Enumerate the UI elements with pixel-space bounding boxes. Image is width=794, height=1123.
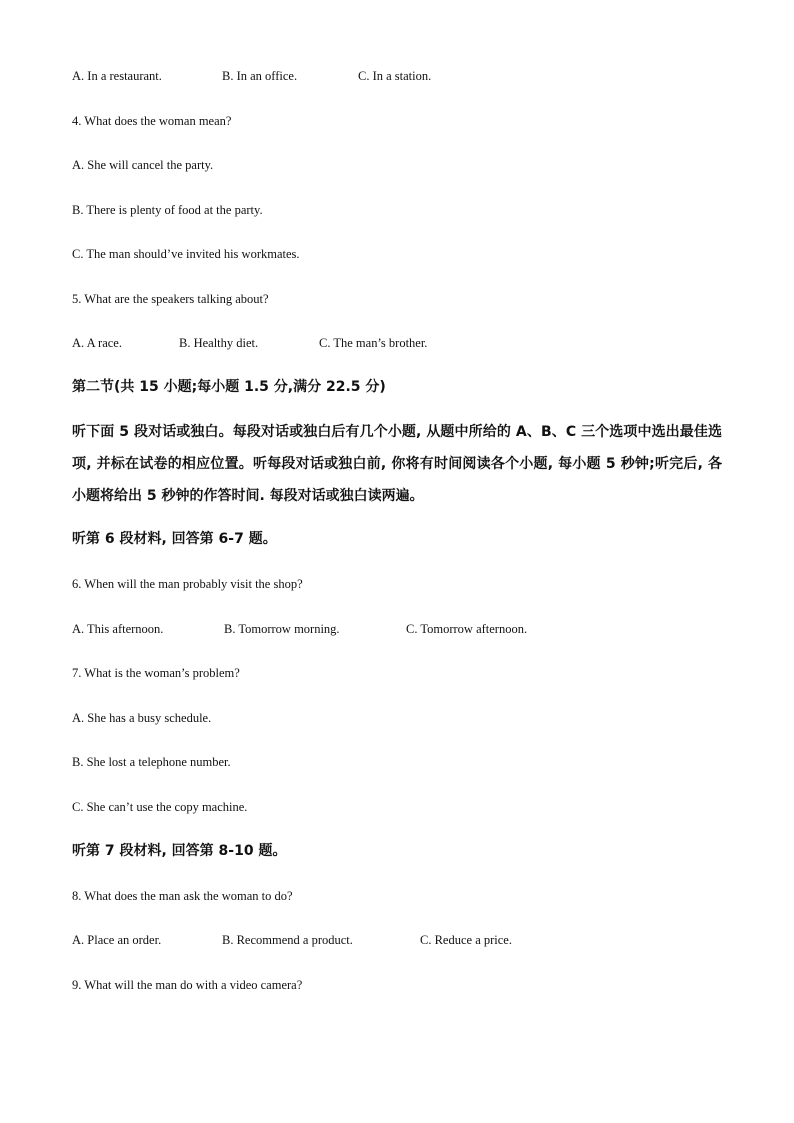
- q8-option-c: C. Reduce a price.: [420, 933, 512, 947]
- q6-question: 6. When will the man probably visit the shop?: [72, 577, 303, 591]
- q6-option-b: B. Tomorrow morning.: [224, 622, 340, 636]
- q3-option-c: C. In a station.: [358, 69, 432, 83]
- q4-option-c: C. The man should’ve invited his workmates.: [72, 247, 300, 261]
- q7-option-a: A. She has a busy schedule.: [72, 711, 212, 725]
- q3-option-a: A. In a restaurant.: [72, 69, 162, 83]
- q5-option-b: B. Healthy diet.: [179, 336, 259, 350]
- q6-option-c: C. Tomorrow afternoon.: [406, 622, 528, 636]
- q5-option-a: A. A race.: [72, 336, 122, 350]
- q8-option-a: A. Place an order.: [72, 933, 162, 947]
- q4-option-a: A. She will cancel the party.: [72, 158, 214, 172]
- passage7-heading: 听第 7 段材料, 回答第 8-10 题。: [72, 843, 287, 859]
- q7-option-c: C. She can’t use the copy machine.: [72, 800, 248, 814]
- q8-question: 8. What does the man ask the woman to do?: [72, 889, 293, 903]
- q9-question: 9. What will the man do with a video camera?: [72, 978, 303, 992]
- q5-question: 5. What are the speakers talking about?: [72, 292, 269, 306]
- q4-question: 4. What does the woman mean?: [72, 114, 232, 128]
- q4-option-b: B. There is plenty of food at the party.: [72, 203, 263, 217]
- section2-instructions: 听下面 5 段对话或独白。每段对话或独白后有几个小题, 从题中所给的 A、B、C 三个选项中选出最佳选项, 并标在试卷的相应位置。听每段对话或独白前, 你将有时间阅读各个小题, 每小题 5 秒钟;听完后, 各小题将给出 5 秒钟的作答时间. 每段对话或独白读两遍。: [72, 424, 722, 504]
- passage6-heading: 听第 6 段材料, 回答第 6-7 题。: [72, 531, 277, 547]
- q8-option-b: B. Recommend a product.: [222, 933, 353, 947]
- q7-option-b: B. She lost a telephone number.: [72, 755, 231, 769]
- q7-question: 7. What is the woman’s problem?: [72, 666, 240, 680]
- section2-heading: 第二节(共 15 小题;每小题 1.5 分,满分 22.5 分): [72, 379, 386, 395]
- q6-option-a: A. This afternoon.: [72, 622, 164, 636]
- q5-option-c: C. The man’s brother.: [319, 336, 428, 350]
- q3-option-b: B. In an office.: [222, 69, 298, 83]
